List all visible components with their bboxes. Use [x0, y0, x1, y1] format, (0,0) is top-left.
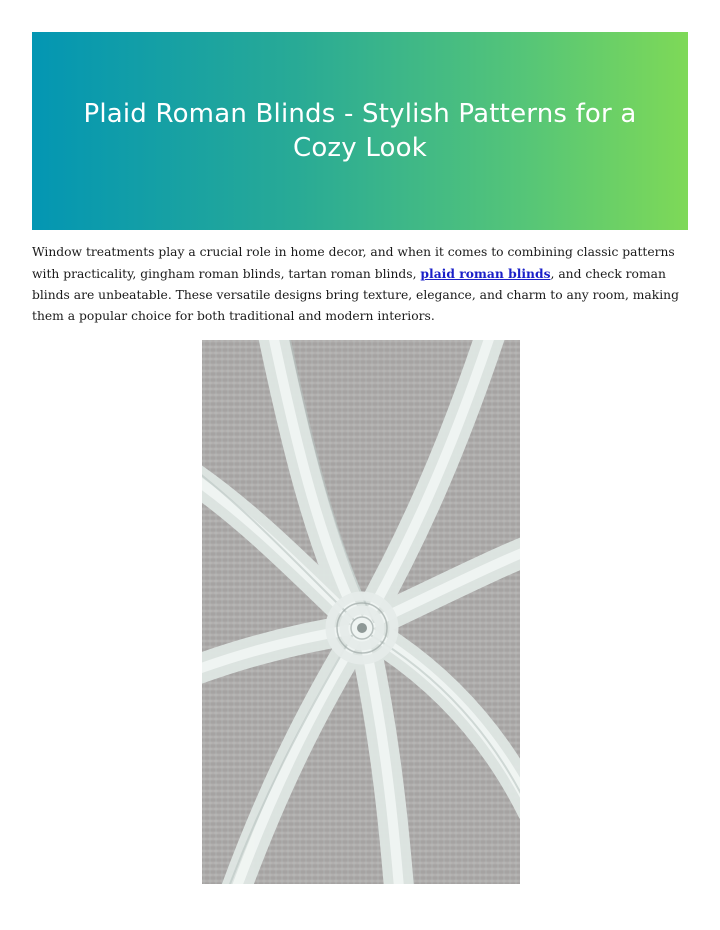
intro-paragraph: [32, 242, 688, 327]
intro-text-after-link: , and check roman blinds are unbeatable. These versatile designs bring texture, elegance, and charm to any room, making them a popular choice for both traditional and modern interiors.: [32, 267, 679, 323]
page-title: Plaid Roman Blinds - Stylish Patterns for a Cozy Look: [83, 99, 637, 163]
title-banner: [32, 32, 688, 230]
intro-text-before-link: Window treatments play a crucial role in home decor, and when it comes to combining classic patterns with practicality, gingham roman blinds, tartan roman blinds,: [32, 245, 675, 281]
fabric-swirl-image: [202, 340, 520, 884]
plaid-roman-blinds-link[interactable]: plaid roman blinds: [420, 266, 551, 281]
